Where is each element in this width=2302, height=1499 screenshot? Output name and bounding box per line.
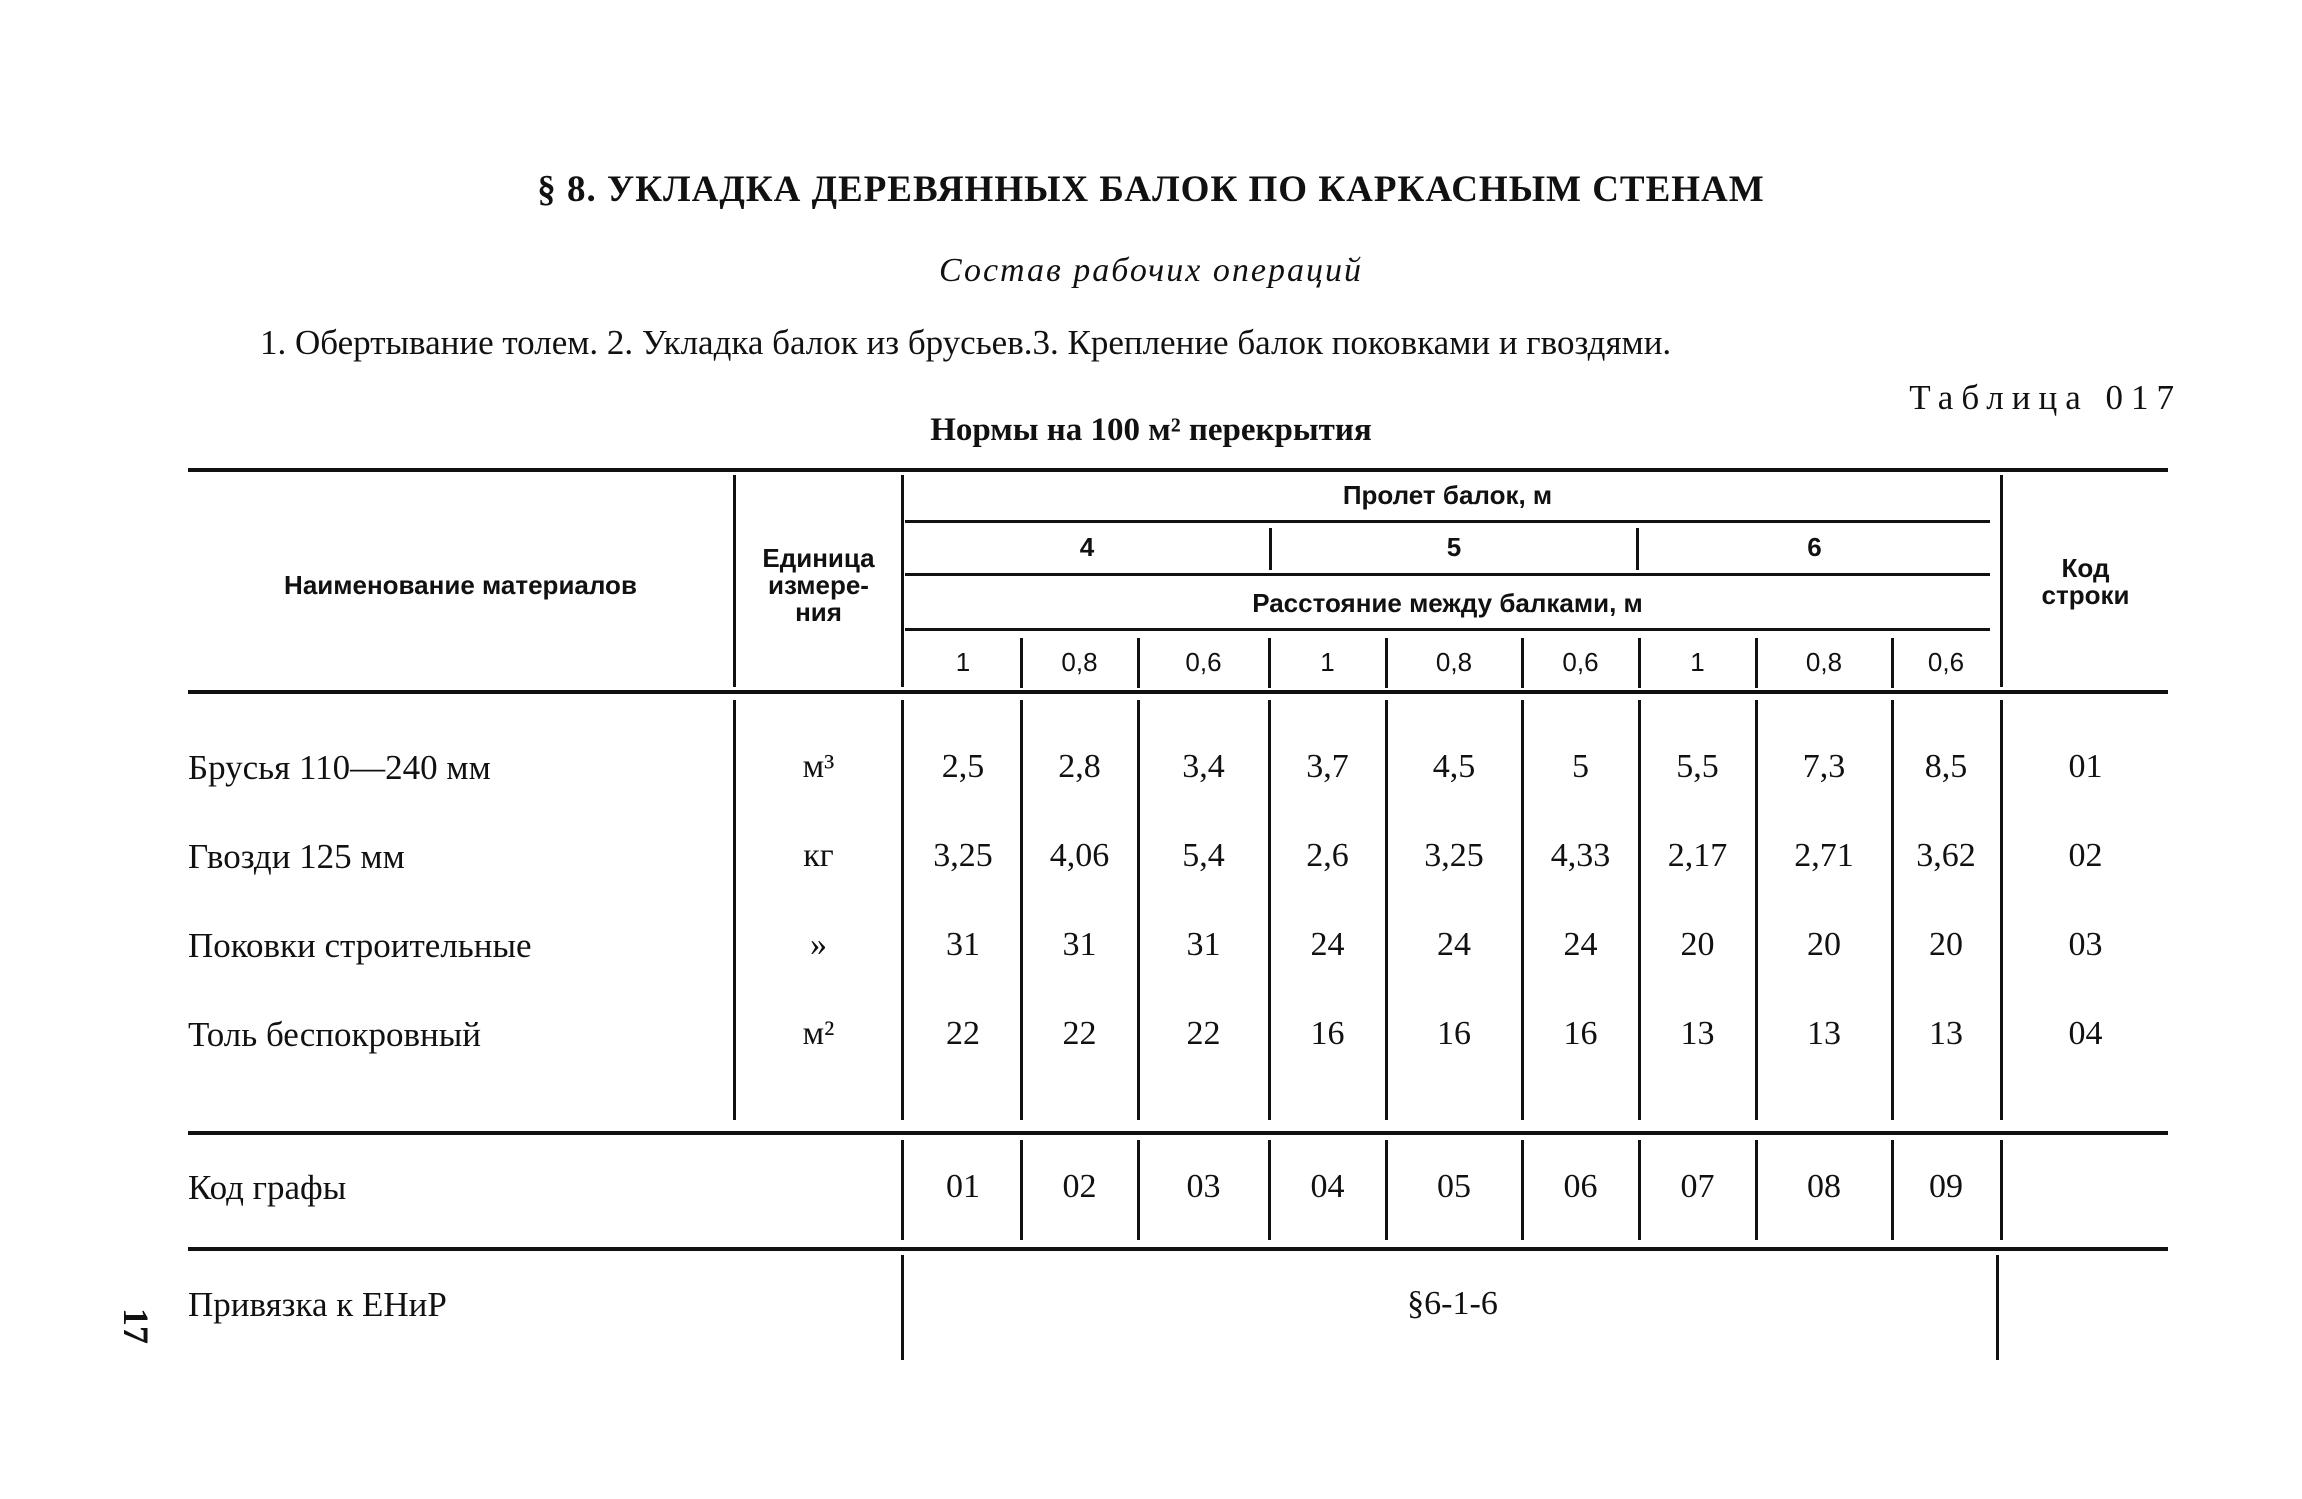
header-unit-2: измере-: [768, 570, 869, 600]
norm-value: 16: [1310, 1015, 1345, 1052]
norm-value: 3,7: [1306, 748, 1349, 785]
norm-value: 31: [1062, 926, 1097, 963]
material-unit: м²: [802, 1015, 835, 1052]
norm-value: 16: [1563, 1015, 1598, 1052]
column-code: 06: [1563, 1168, 1598, 1205]
column-code: 03: [1186, 1168, 1221, 1205]
norm-value: 24: [1563, 926, 1598, 963]
norm-value: 5,5: [1676, 748, 1719, 785]
norm-value: 22: [946, 1015, 980, 1052]
distance-divider: [1137, 638, 1140, 688]
material-name: Брусья 110—240 мм: [188, 748, 491, 787]
codes-col-divider: [2000, 1140, 2003, 1240]
norm-value: 13: [1929, 1015, 1963, 1052]
operations-subtitle: Состав рабочих операций: [939, 252, 1363, 289]
column-code: 04: [1310, 1168, 1345, 1205]
header-code-1: Код: [2061, 553, 2110, 583]
column-code: 07: [1680, 1168, 1715, 1205]
enir-value: §6-1-6: [1407, 1285, 1498, 1322]
norm-value: 4,5: [1432, 748, 1476, 785]
norm-value: 2,8: [1058, 748, 1101, 785]
header-distance-value: 0,8: [1805, 647, 1843, 677]
column-code: 08: [1807, 1168, 1841, 1205]
norm-value: 3,62: [1916, 837, 1976, 874]
enir-right-divider: [1996, 1255, 1999, 1360]
norms-caption: Нормы на 100 м² перекрытия: [930, 412, 1372, 448]
distance-divider: [1891, 638, 1894, 688]
header-distance: Расстояние между балками, м: [1252, 588, 1643, 618]
header-distance-value: 1: [1320, 647, 1335, 677]
operations-text: 1. Обертывание толем. 2. Укладка балок из брусьев.3. Крепление балок поковками и гвоздями.: [260, 323, 1672, 362]
norm-value: 22: [1062, 1015, 1097, 1052]
distance-divider: [1268, 638, 1271, 688]
enir-label: Привязка к ЕНиР: [188, 1285, 447, 1324]
norm-value: 2,5: [941, 748, 985, 785]
norm-value: 5: [1572, 748, 1589, 785]
distance-divider: [1385, 638, 1388, 688]
table-label: Таблица 017: [1909, 378, 2182, 417]
norm-value: 4,33: [1550, 837, 1611, 874]
codes-bottom-rule: [188, 1247, 2168, 1251]
header-distance-value: 0,8: [1435, 647, 1473, 677]
distance-divider: [1638, 638, 1641, 688]
norm-value: 2,71: [1794, 837, 1854, 874]
header-distance-value: 1: [955, 647, 971, 677]
header-distance-value: 0,6: [1185, 647, 1222, 677]
header-unit-3: ния: [795, 597, 842, 627]
column-code: 09: [1929, 1168, 1963, 1205]
material-unit: »: [810, 926, 827, 963]
material-name: Толь беспокровный: [188, 1015, 481, 1054]
header-span-4: 4: [1079, 532, 1095, 562]
material-name: Поковки строительные: [188, 926, 532, 965]
header-distance-value: 1: [1690, 647, 1705, 677]
section-title: § 8. УКЛАДКА ДЕРЕВЯННЫХ БАЛОК ПО КАРКАСНЫМ СТЕНАМ: [537, 169, 1765, 210]
header-span-5: 5: [1446, 532, 1462, 562]
norm-value: 31: [1186, 926, 1221, 963]
distance-divider: [1755, 638, 1758, 688]
norm-value: 16: [1437, 1015, 1471, 1052]
norm-value: 2,6: [1306, 837, 1349, 874]
body-bottom-rule: [188, 1131, 2168, 1135]
norm-value: 20: [1680, 926, 1715, 963]
header-unit-1: Единица: [762, 543, 875, 573]
enir-left-divider: [901, 1255, 904, 1360]
norm-value: 13: [1807, 1015, 1841, 1052]
norm-value: 24: [1310, 926, 1345, 963]
header-span: Пролет балок, м: [1342, 480, 1553, 510]
norm-value: 20: [1807, 926, 1841, 963]
norm-value: 3,4: [1182, 748, 1225, 785]
header-distance-value: 0,8: [1061, 647, 1098, 677]
norm-value: 4,06: [1049, 837, 1110, 874]
distance-rule: [905, 628, 1990, 631]
norm-value: 7,3: [1802, 748, 1846, 785]
row-code: 04: [2068, 1015, 2103, 1052]
header-code-2: строки: [2041, 580, 2130, 610]
spans-rule: [905, 573, 1990, 576]
header-name: Наименование материалов: [284, 570, 637, 600]
data-col-divider: [901, 475, 904, 687]
body-col-divider: [901, 700, 904, 1120]
column-codes-label: Код графы: [188, 1168, 347, 1207]
material-unit: м³: [802, 748, 835, 785]
norm-value: 13: [1680, 1015, 1715, 1052]
row-code: 02: [2068, 837, 2103, 874]
distance-divider: [1020, 638, 1023, 688]
span-rule: [905, 520, 1990, 523]
header-distance-value: 0,6: [1927, 647, 1965, 677]
column-code: 01: [946, 1168, 980, 1205]
row-code: 01: [2068, 748, 2103, 785]
norm-value: 24: [1437, 926, 1471, 963]
header-bottom-rule: [188, 690, 2168, 694]
table-top-rule: [188, 468, 2168, 472]
norm-value: 3,25: [933, 837, 993, 874]
norm-value: 5,4: [1182, 837, 1225, 874]
norm-value: 2,17: [1667, 837, 1728, 874]
material-unit: кг: [803, 837, 834, 874]
codes-col-divider: [901, 1140, 904, 1240]
norm-value: 20: [1929, 926, 1963, 963]
norm-value: 8,5: [1924, 748, 1968, 785]
norm-value: 31: [946, 926, 980, 963]
material-name: Гвозди 125 мм: [188, 837, 405, 876]
norm-value: 22: [1186, 1015, 1221, 1052]
row-code: 03: [2068, 926, 2103, 963]
page-number: 17: [116, 1308, 156, 1344]
column-code: 02: [1062, 1168, 1097, 1205]
header-span-6: 6: [1807, 532, 1822, 562]
norm-value: 3,25: [1424, 837, 1484, 874]
header-distance-value: 0,6: [1562, 647, 1599, 677]
distance-divider: [1521, 638, 1524, 688]
column-code: 05: [1437, 1168, 1471, 1205]
